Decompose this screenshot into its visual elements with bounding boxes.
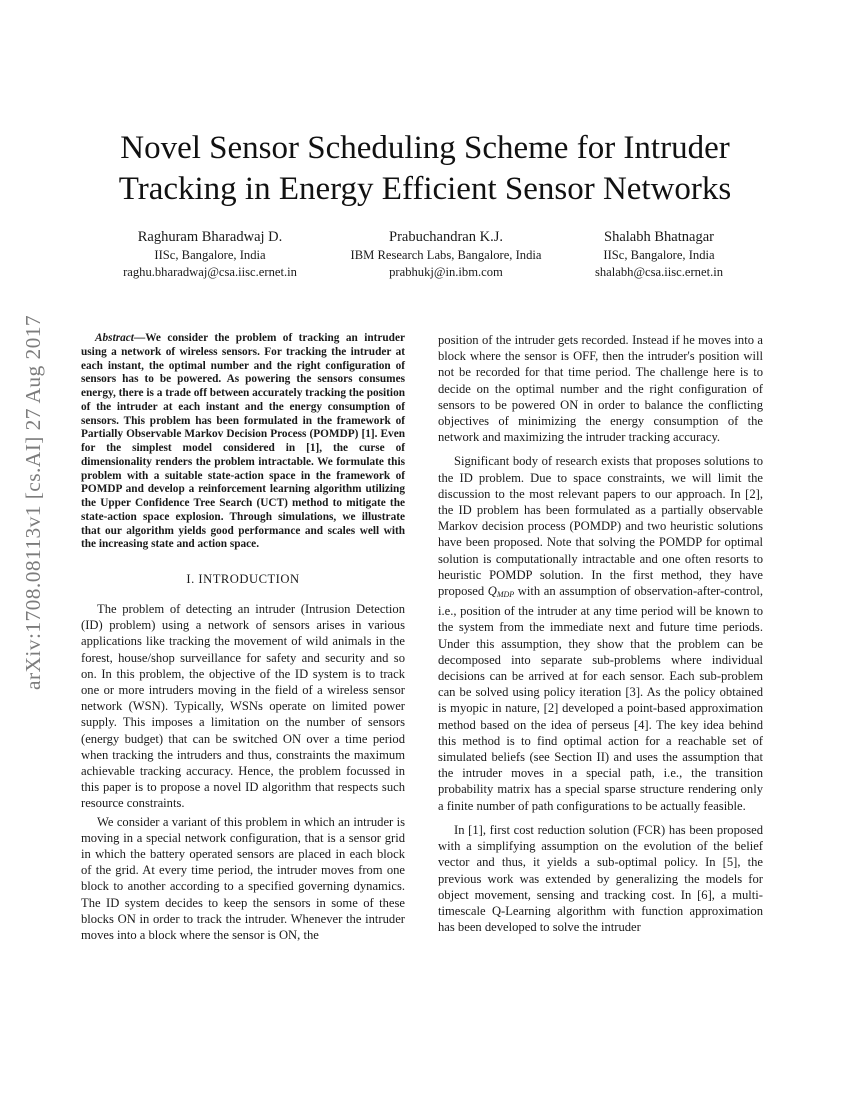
author-2	[318, 228, 574, 280]
section-heading-introduction: I. INTRODUCTION	[186, 572, 300, 586]
abstract-label: Abstract	[95, 332, 134, 344]
author-affiliation: IISc, Bangalore, India	[603, 248, 715, 262]
right-paragraph-1: position of the intruder gets recorded. Instead if he moves into a block where the sensor is OFF, then the intruder's position will not be recorded for that time period. The challenge here is to decide on the optimal number and the right configuration of sensors to be powered ON in order to balance the conflicting objectives of minimizing the energy consumption of the network and maximizing the intruder tracking accuracy.	[438, 333, 763, 445]
author-name: Prabuchandran K.J.	[389, 229, 503, 245]
paper-title	[40, 128, 810, 210]
right-paragraph-2	[438, 453, 763, 813]
author-name: Raghuram Bharadwaj D.	[137, 229, 283, 245]
paragraph-text: Significant body of research exists that proposes solutions to the ID problem. Due to space constraints, we will limit the discussion to the most relevant papers to our approach. In [2], the ID problem has been formulated as a partially observable Markov decision process (POMDP) and two heuristic solutions have been proposed. Note that solving the POMDP for optimal solution is computationally intractable and one often resorts to heuristic POMDP solution. In the first method, they have proposed	[438, 454, 763, 599]
author-email: prabhukj@in.ibm.com	[389, 264, 503, 279]
arxiv-identifier: arXiv:1708.08113v1 [cs.AI] 27 Aug 2017	[21, 314, 45, 690]
right-paragraph-3: In [1], first cost reduction solution (FCR) has been proposed with a simplifying assumption on the evolution of the belief vector and thus, it yields a sub-optimal policy. In [5], the previous work was extended by generalizing the models for object movement, sensing and tracking cost. In [6], a multi-timescale Q-Learning algorithm with function approximation has been developed to solve the intruder	[438, 822, 763, 935]
author-1	[92, 228, 328, 280]
author-email: shalabh@csa.iisc.ernet.in	[594, 264, 724, 279]
author-affiliation: IBM Research Labs, Bangalore, India	[350, 248, 542, 262]
q-symbol: Q	[487, 584, 497, 599]
left-column	[81, 332, 405, 943]
title-line-2: Tracking in Energy Efficient Sensor Networks	[118, 171, 732, 207]
abstract	[81, 332, 405, 552]
author-3	[565, 228, 753, 280]
title-line-1: Novel Sensor Scheduling Scheme for Intruder	[120, 130, 730, 166]
author-email: raghu.bharadwaj@csa.iisc.ernet.in	[123, 264, 297, 279]
q-subscript: MDP	[496, 590, 515, 600]
author-name: Shalabh Bhatnagar	[604, 229, 714, 245]
abstract-text: —We consider the problem of tracking an intruder using a network of wireless sensors. For tracking the intruder at each instant, the optimal number and the right configuration of sensors has to be powered. As powering the sensors consumes energy, there is a trade off between accurately tracking the position of the intruder at each instant and the energy consumption of sensors. This problem has been formulated in the framework of Partially Observable Markov Decision Process (POMDP) [1]. Even for the simplest model considered in [1], the curse of dimensionality renders the problem intractable. We formulate this problem with a suitable state-action space in the framework of POMDP and develop a reinforcement learning algorithm utilizing the Upper Confidence Tree Search (UCT) method to mitigate the state-action space explosion. Through simulations, we illustrate that our algorithm yields good performance and scales well with the increasing state and action space.	[81, 332, 405, 551]
right-column	[438, 332, 763, 935]
intro-paragraph-2: We consider a variant of this problem in which an intruder is moving in a special network configuration, that is a sensor grid in which the battery operated sensors are placed in each block of the grid. At every time period, the intruder moves from one block to another according to a specified governing dynamics. The ID system decides to keep the sensors in some of these blocks ON in order to track the intruder. Whenever the intruder moves into a block where the sensor is ON, the	[81, 814, 405, 943]
q-mdp-symbol	[488, 584, 514, 598]
author-affiliation: IISc, Bangalore, India	[154, 248, 266, 262]
intro-paragraph-1: The problem of detecting an intruder (Intrusion Detection (ID) problem) using a network of sensors arises in various applications like tracking the movement of wild animals in the forest, house/shop surveillance for safety and security and so on. In this problem, the objective of the ID system is to track one or more intruders moving in the field of a wireless sensor network (WSN). Typically, WSNs operate on limited power supply. This imposes a limitation on the number of sensors (energy budget) that can be switched ON over a time period when tracking the intruders and thus, constraints the maximum achievable tracking accuracy. Hence, the problem focussed in this paper is to propose a novel ID algorithm that respects such resource constraints.	[81, 602, 405, 811]
paragraph-text-continued: with an assumption of observation-after-control, i.e., position of the intruder at any time period will be known to the system from the immediate next and future time periods. Under this assumption, they show that the problem can be decomposed into separate sub-problems where individual decisions can be arrived at for each sensor. Each sub-problem can be solved using policy iteration [3]. As the policy obtained is myopic in nature, [2] developed a point-based approximation method based on the idea of perseus [4]. The key idea behind this method is to find optimal action for a reachable set of simulated beliefs (see Section II) and uses the assumption that the intruder moves in a special path, i.e., the transition probability matrix has a special sparse structure rendering only a finite number of path configurations to be actually feasible.	[438, 584, 763, 813]
